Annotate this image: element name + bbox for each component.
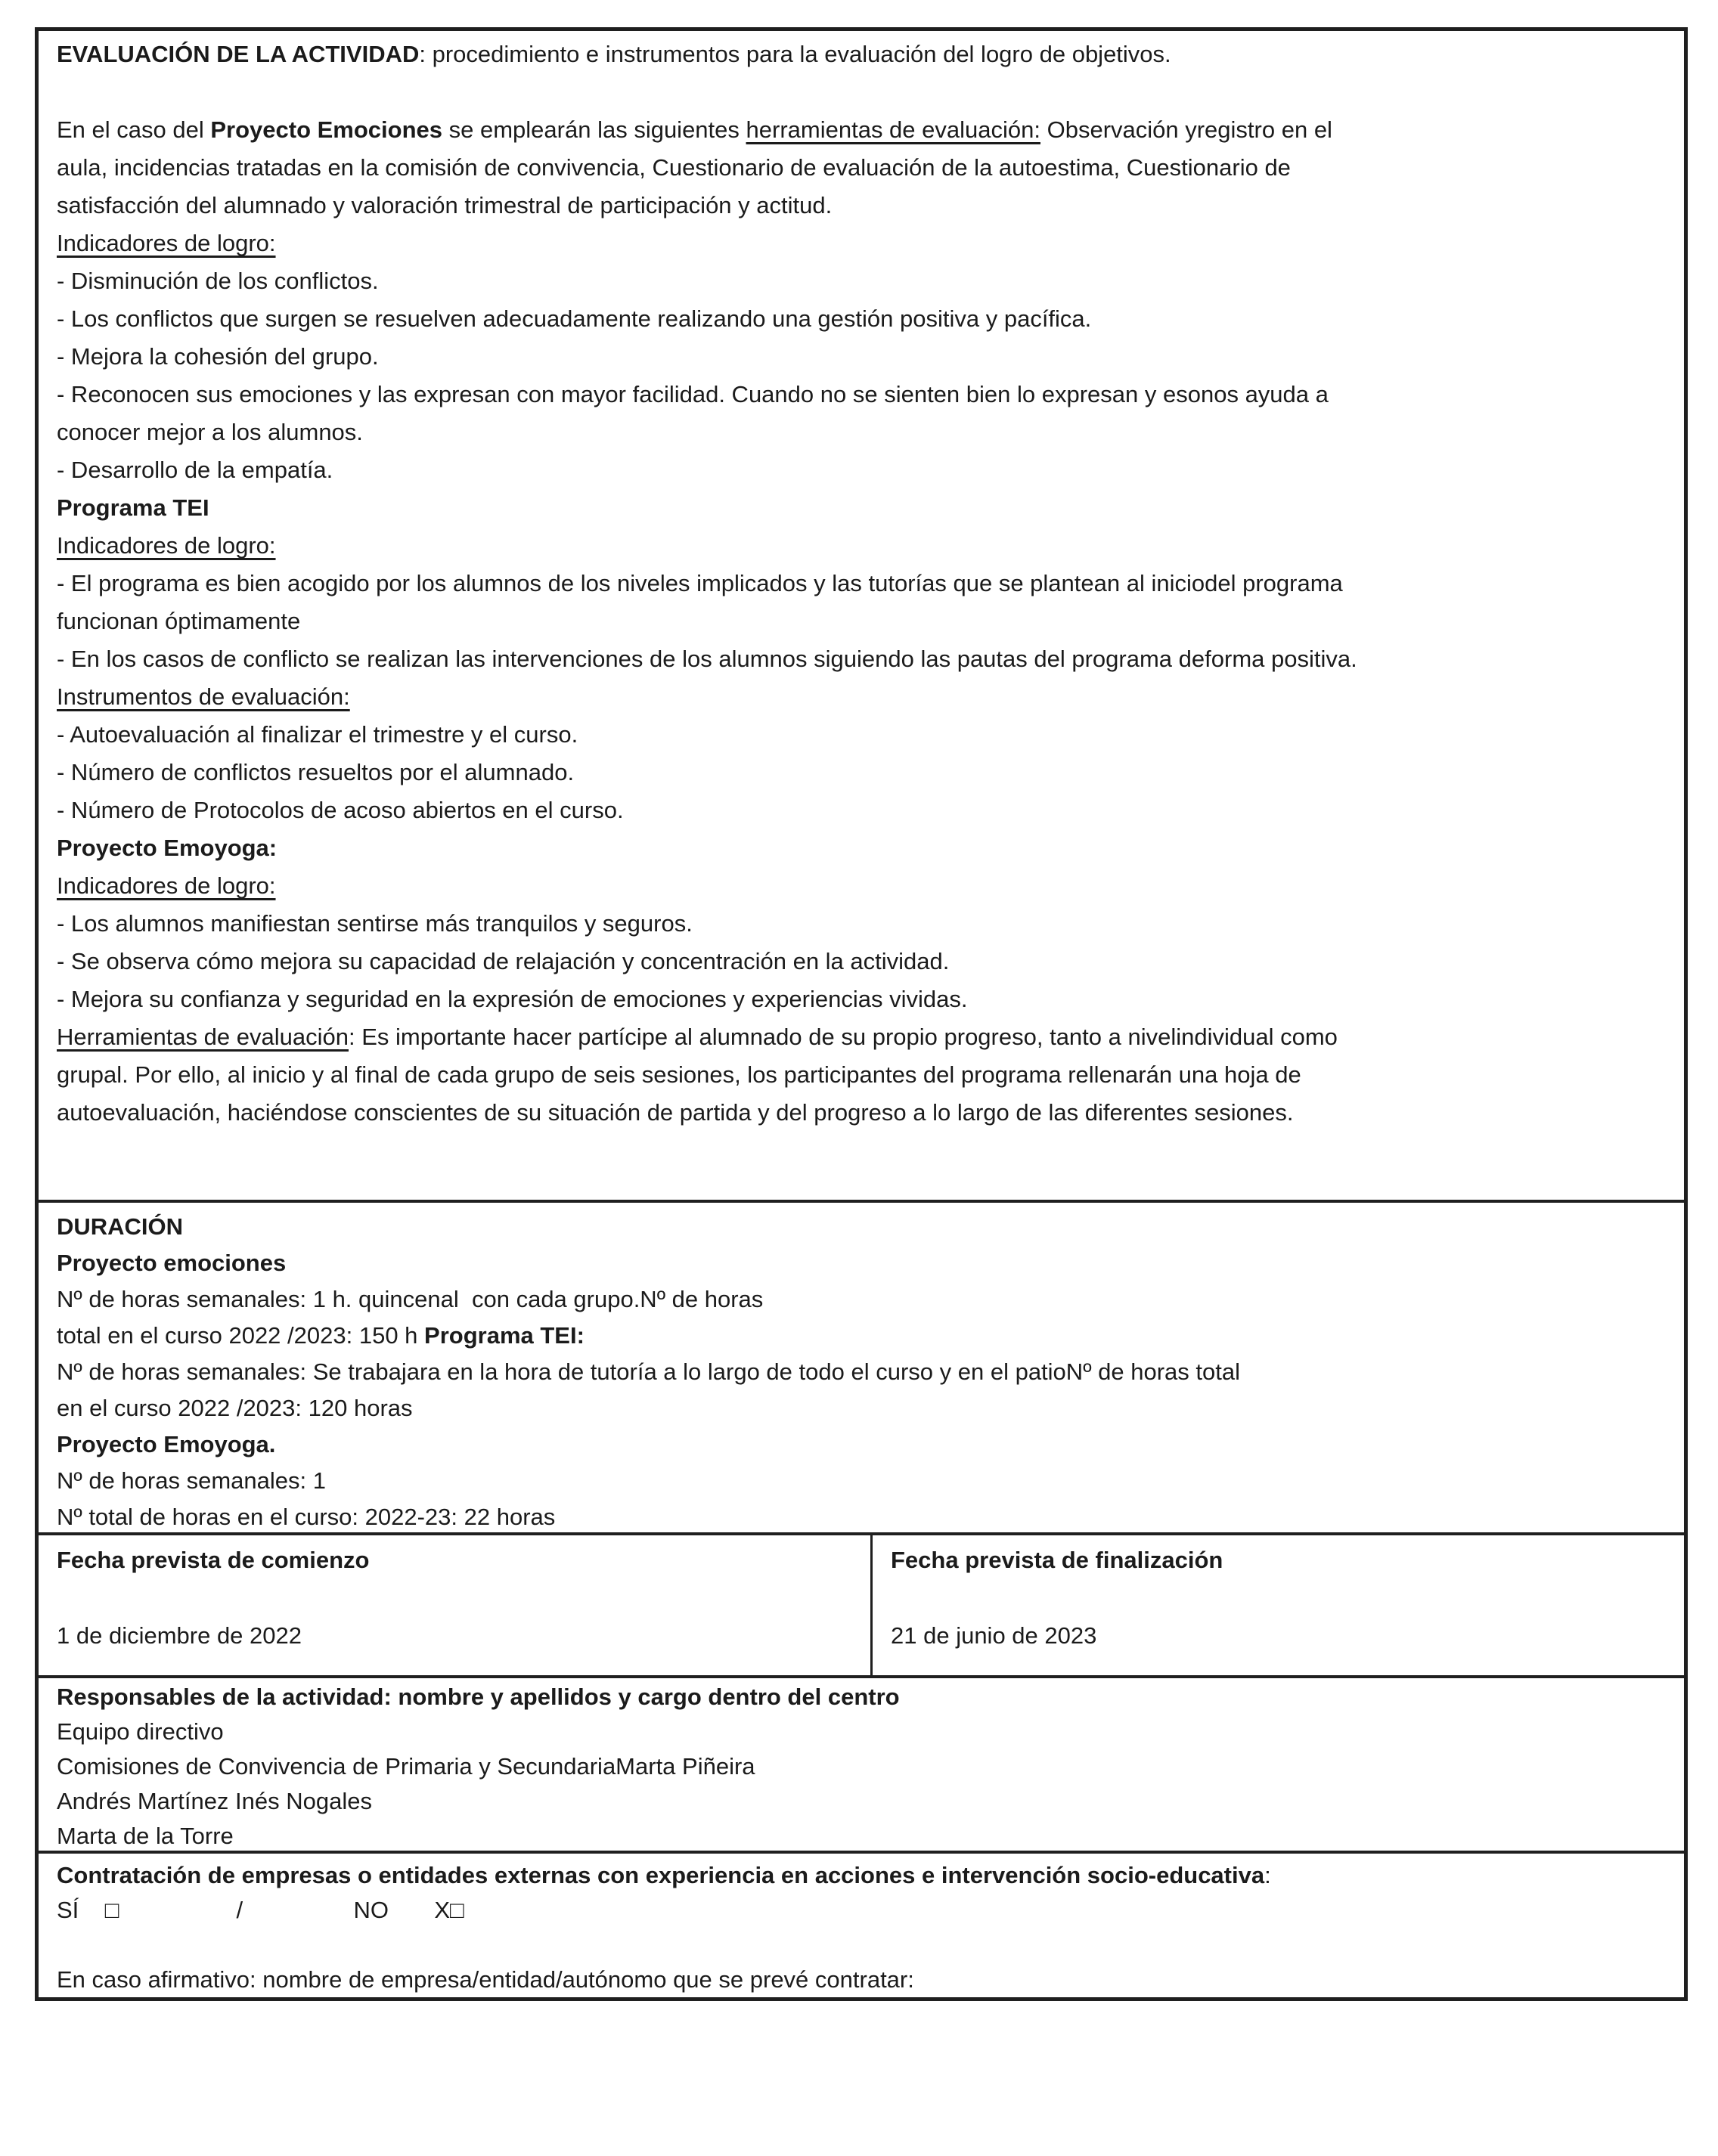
text-line [57, 451, 1666, 489]
table-row-evaluacion [39, 31, 1684, 1200]
text-segment: - Mejora la cohesión del grupo. [57, 343, 379, 370]
text-segment: Programa TEI [57, 494, 209, 521]
text-line [57, 225, 1666, 262]
text-segment: se emplearán las siguientes [442, 116, 746, 143]
text-line [57, 111, 1666, 149]
text-segment: Instrumentos de evaluación: [57, 683, 350, 710]
cell-fecha-comienzo [39, 1535, 873, 1675]
text-line [57, 338, 1666, 376]
text-line [57, 980, 1666, 1018]
text-segment: - Desarrollo de la empatía. [57, 457, 333, 483]
text-segment: Observación yregistro en el [1040, 116, 1332, 143]
text-line [57, 1617, 852, 1655]
text-segment: Comisiones de Convivencia de Primaria y SecundariaMarta Piñeira [57, 1753, 755, 1780]
text-line [57, 754, 1666, 791]
text-segment: - Los alumnos manifiestan sentirse más tranquilos y seguros. [57, 910, 693, 937]
no-checkbox-mark: X [434, 1897, 451, 1923]
text-segment: : [1264, 1862, 1271, 1888]
text-line [57, 905, 1666, 943]
no-checkbox-icon: □ [450, 1897, 464, 1923]
text-segment: Equipo directivo [57, 1718, 224, 1745]
text-line [57, 791, 1666, 829]
text-segment: - Mejora su confianza y seguridad en la expresión de emociones y experiencias vividas. [57, 986, 968, 1012]
text-segment: DURACIÓN [57, 1213, 184, 1240]
text-line [57, 678, 1666, 716]
text-line [57, 300, 1666, 338]
table-row-contratacion [39, 1851, 1684, 1997]
text-line [57, 1056, 1666, 1094]
text-line [57, 640, 1666, 678]
text-line [57, 1819, 1666, 1851]
text-segment: 1 de diciembre de 2022 [57, 1622, 302, 1649]
text-segment: Fecha prevista de comienzo [57, 1547, 370, 1573]
text-line [57, 1281, 1666, 1318]
text-segment: En el caso del [57, 116, 211, 143]
text-segment: Nº de horas semanales: Se trabajara en la hora de tutoría a lo largo de todo el curso y en el patioNº de horas total [57, 1358, 1240, 1385]
text-segment: - Disminución de los conflictos. [57, 268, 379, 294]
text-segment: - Se observa cómo mejora su capacidad de relajación y concentración en la actividad. [57, 948, 950, 974]
text-segment: Proyecto Emoyoga. [57, 1431, 276, 1457]
text-line [57, 1209, 1666, 1245]
text-line [57, 1749, 1666, 1784]
text-line [57, 829, 1666, 867]
text-segment: En caso afirmativo: nombre de empresa/entidad/autónomo que se prevé contratar: [57, 1966, 914, 1993]
text-line [57, 1499, 1666, 1532]
text-segment: Herramientas de evaluación [57, 1024, 349, 1050]
text-segment: Contratación de empresas o entidades externas con experiencia en acciones e intervención socio-educativa [57, 1862, 1265, 1888]
text-line [57, 565, 1666, 603]
text-line [57, 1094, 1666, 1132]
text-line [57, 1018, 1666, 1056]
text-segment: : procedimiento e instrumentos para la evaluación del logro de objetivos. [419, 41, 1171, 67]
text-line [57, 1245, 1666, 1281]
text-segment: SÍ [57, 1897, 105, 1923]
table-row-duracion [39, 1200, 1684, 1532]
text-segment: Proyecto emociones [57, 1250, 287, 1276]
activity-evaluation-table [35, 27, 1688, 2001]
text-line [57, 1354, 1666, 1390]
text-segment: : Es importante hacer partícipe al alumnado de su propio progreso, tanto a nivelindividual como [349, 1024, 1338, 1050]
text-segment: EVALUACIÓN DE LA ACTIVIDAD [57, 41, 420, 67]
text-segment: funcionan óptimamente [57, 608, 301, 634]
text-line [57, 1463, 1666, 1499]
text-segment: Nº de horas semanales: 1 h. quincenal con cada grupo.Nº de horas [57, 1286, 764, 1312]
text-line [57, 867, 1666, 905]
text-line [57, 716, 1666, 754]
text-line [57, 1390, 1666, 1426]
text-line [57, 1893, 1666, 1928]
text-segment: en el curso 2022 /2023: 120 horas [57, 1395, 413, 1421]
text-line [57, 603, 1666, 640]
text-segment: - Reconocen sus emociones y las expresan con mayor facilidad. Cuando no se sienten bien lo expresan y esonos ayuda a [57, 381, 1329, 407]
text-segment: 21 de junio de 2023 [891, 1622, 1097, 1649]
text-segment: Proyecto Emoyoga: [57, 835, 278, 861]
text-segment: - Los conflictos que surgen se resuelven adecuadamente realizando una gestión positiva y pacífica. [57, 305, 1092, 332]
text-line [57, 1541, 852, 1579]
text-segment: Fecha prevista de finalización [891, 1547, 1223, 1573]
text-segment: - Número de Protocolos de acoso abiertos en el curso. [57, 797, 624, 823]
text-segment: - Número de conflictos resueltos por el alumnado. [57, 759, 575, 785]
text-segment: Indicadores de logro: [57, 872, 276, 899]
text-segment: total en el curso 2022 /2023: 150 h [57, 1322, 425, 1349]
text-segment: - Autoevaluación al finalizar el trimestre y el curso. [57, 721, 578, 748]
text-line [57, 1318, 1666, 1354]
text-line [57, 1858, 1666, 1893]
table-row-responsables [39, 1675, 1684, 1851]
text-line [891, 1541, 1666, 1579]
text-line [57, 149, 1666, 187]
text-segment: conocer mejor a los alumnos. [57, 419, 363, 445]
si-checkbox-icon: □ [104, 1897, 119, 1923]
text-line [57, 1715, 1666, 1749]
text-line [57, 943, 1666, 980]
text-line [57, 36, 1666, 73]
text-segment: Nº de horas semanales: 1 [57, 1467, 326, 1494]
text-segment: satisfacción del alumnado y valoración trimestral de participación y actitud. [57, 192, 833, 218]
text-line [57, 262, 1666, 300]
text-segment: Andrés Martínez Inés Nogales [57, 1788, 372, 1814]
text-segment: Indicadores de logro: [57, 532, 276, 559]
text-line [57, 527, 1666, 565]
text-line [57, 1426, 1666, 1463]
text-segment: aula, incidencias tratadas en la comisión de convivencia, Cuestionario de evaluación de la autoestima, Cuestionario de [57, 154, 1291, 181]
text-segment: Responsables de la actividad: nombre y apellidos y cargo dentro del centro [57, 1684, 900, 1710]
text-line [57, 1962, 1666, 1997]
text-segment: / NO [119, 1897, 435, 1923]
table-row-fechas [39, 1532, 1684, 1675]
text-line [57, 73, 1666, 111]
text-segment: autoevaluación, haciéndose conscientes de su situación de partida y del progreso a lo largo de las diferentes sesiones. [57, 1099, 1294, 1126]
text-line [57, 376, 1666, 414]
text-segment: Indicadores de logro: [57, 230, 276, 256]
text-segment: Programa TEI: [424, 1322, 585, 1349]
text-segment: Nº total de horas en el curso: 2022-23: 22 horas [57, 1504, 556, 1530]
text-segment: - El programa es bien acogido por los alumnos de los niveles implicados y las tutorías que se plantean al iniciodel programa [57, 570, 1343, 596]
text-line [57, 1579, 852, 1617]
text-line [891, 1617, 1666, 1655]
row-columns [39, 1535, 1684, 1675]
text-line [57, 489, 1666, 527]
text-line [891, 1579, 1666, 1617]
text-line [57, 187, 1666, 225]
text-segment: herramientas de evaluación: [746, 116, 1040, 143]
text-line [57, 1928, 1666, 1962]
text-line [57, 1680, 1666, 1715]
text-line [57, 1784, 1666, 1819]
text-segment: - En los casos de conflicto se realizan las intervenciones de los alumnos siguiendo las pautas del programa deforma positiva. [57, 646, 1357, 672]
text-segment: Proyecto Emociones [210, 116, 443, 143]
text-line [57, 414, 1666, 451]
text-segment: Marta de la Torre [57, 1823, 234, 1849]
cell-fecha-finalizacion [873, 1535, 1684, 1675]
text-segment: grupal. Por ello, al inicio y al final de cada grupo de seis sesiones, los participantes del programa rellenarán una hoja de [57, 1061, 1301, 1088]
